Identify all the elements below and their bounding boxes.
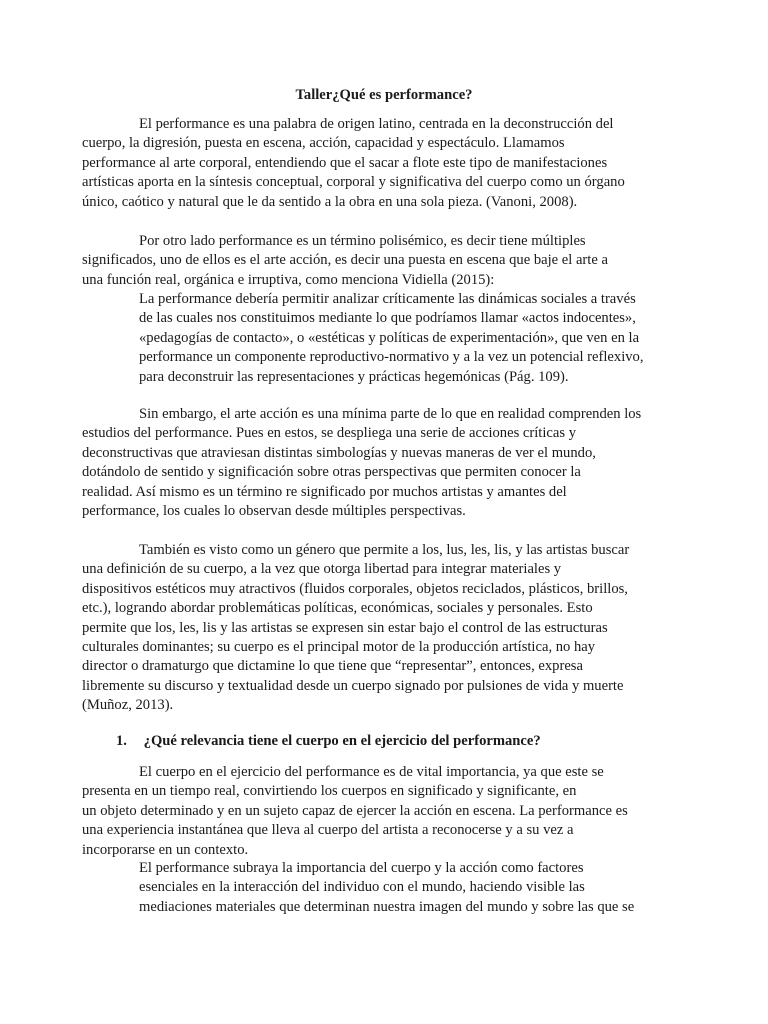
text-line: significados, uno de ellos es el arte acción, es decir una puesta en escena que baje el arte a: [82, 252, 608, 269]
block-quote-2: [139, 859, 634, 917]
document-title: Taller¿Qué es performance?: [295, 87, 473, 103]
text-line: culturales dominantes; su cuerpo es el principal motor de la producción artística, no hay: [82, 638, 596, 655]
text-line: El cuerpo en el ejercicio del performance es de vital importancia, ya que este se: [139, 764, 604, 780]
paragraph-2: [82, 232, 608, 290]
text-line: esenciales en la interacción del individuo con el mundo, haciendo visible las: [139, 879, 585, 896]
text-line: realidad. Así mismo es un término re significado por muchos artistas y amantes del: [82, 483, 567, 500]
text-line: etc.), logrando abordar problemáticas políticas, económicas, sociales y personales. Esto: [82, 600, 593, 617]
block-quote-1: [139, 290, 644, 387]
text-line: «pedagogías de contacto», o «estéticas y políticas de experimentación», que ven en la: [139, 329, 640, 346]
text-line: incorporarse en un contexto.: [82, 841, 249, 858]
text-line: cuerpo, la digresión, puesta en escena, acción, capacidad y espectáculo. Llamamos: [82, 135, 565, 152]
paragraph-1: [82, 115, 625, 212]
text-line: único, caótico y natural que le da sentido a la obra en una sola pieza. (Vanoni, 2008).: [82, 193, 578, 210]
text-line: de las cuales nos constituimos mediante lo que podríamos llamar «actos indocentes»,: [139, 310, 636, 327]
text-line: La performance debería permitir analizar críticamente las dinámicas sociales a través: [139, 291, 636, 307]
heading-text: ¿Qué relevancia tiene el cuerpo en el ejercicio del performance?: [143, 733, 541, 749]
text-line: una definición de su cuerpo, a la vez que otorga libertad para integrar materiales y: [82, 561, 562, 578]
heading-number: 1.: [116, 733, 127, 749]
text-line: deconstructivas que atraviesan distintas simbologías y nuevas maneras de ver el mundo,: [82, 444, 596, 461]
text-line: director o dramaturgo que dictamine lo que tiene que “representar”, entonces, expresa: [82, 658, 583, 675]
text-line: Sin embargo, el arte acción es una mínima parte de lo que en realidad comprenden los: [139, 406, 642, 422]
text-line: El performance subraya la importancia del cuerpo y la acción como factores: [139, 860, 584, 876]
text-line: dispositivos estéticos muy atractivos (fluidos corporales, objetos reciclados, plásticos, brillos,: [82, 580, 628, 597]
text-line: performance un componente reproductivo-normativo y a la vez un potencial reflexivo,: [139, 349, 644, 366]
paragraph-3: [82, 405, 641, 521]
text-line: También es visto como un género que permite a los, lus, les, lis, y las artistas buscar: [139, 542, 630, 558]
text-line: El performance es una palabra de origen latino, centrada en la deconstrucción del: [139, 116, 614, 132]
text-line: performance al arte corporal, entendiendo que el sacar a flote este tipo de manifestaciones: [82, 154, 608, 171]
text-line: dotándolo de sentido y significación sobre otras perspectivas que permiten conocer la: [82, 464, 581, 481]
text-line: libremente su discurso y textualidad desde un cuerpo signado por pulsiones de vida y muerte: [82, 677, 624, 694]
text-line: estudios del performance. Pues en estos, se despliega una serie de acciones críticas y: [82, 425, 576, 442]
text-line: una función real, orgánica e irruptiva, como menciona Vidiella (2015):: [82, 271, 495, 288]
text-line: mediaciones materiales que determinan nuestra imagen del mundo y sobre las que se: [139, 898, 635, 915]
text-line: para deconstruir las representaciones y prácticas hegemónicas (Pág. 109).: [139, 368, 569, 385]
section-heading-1: [116, 732, 541, 751]
text-line: (Muñoz, 2013).: [82, 697, 174, 714]
text-line: permite que los, les, lis y las artistas se expresen sin estar bajo el control de las estructuras: [82, 619, 608, 636]
text-line: artísticas aporta en la síntesis conceptual, corporal y significativa del cuerpo como un órgano: [82, 174, 625, 191]
text-line: presenta en un tiempo real, convirtiendo los cuerpos en significado y significante, en: [82, 783, 577, 800]
paragraph-5: [82, 763, 628, 860]
text-line: Por otro lado performance es un término polisémico, es decir tiene múltiples: [139, 233, 586, 249]
text-line: una experiencia instantánea que lleva al cuerpo del artista a reconocerse y a su vez a: [82, 822, 574, 839]
paragraph-4: [82, 541, 629, 716]
text-line: performance, los cuales lo observan desde múltiples perspectivas.: [82, 502, 466, 519]
text-line: un objeto determinado y en un sujeto capaz de ejercer la acción en escena. La performance es: [82, 802, 628, 819]
